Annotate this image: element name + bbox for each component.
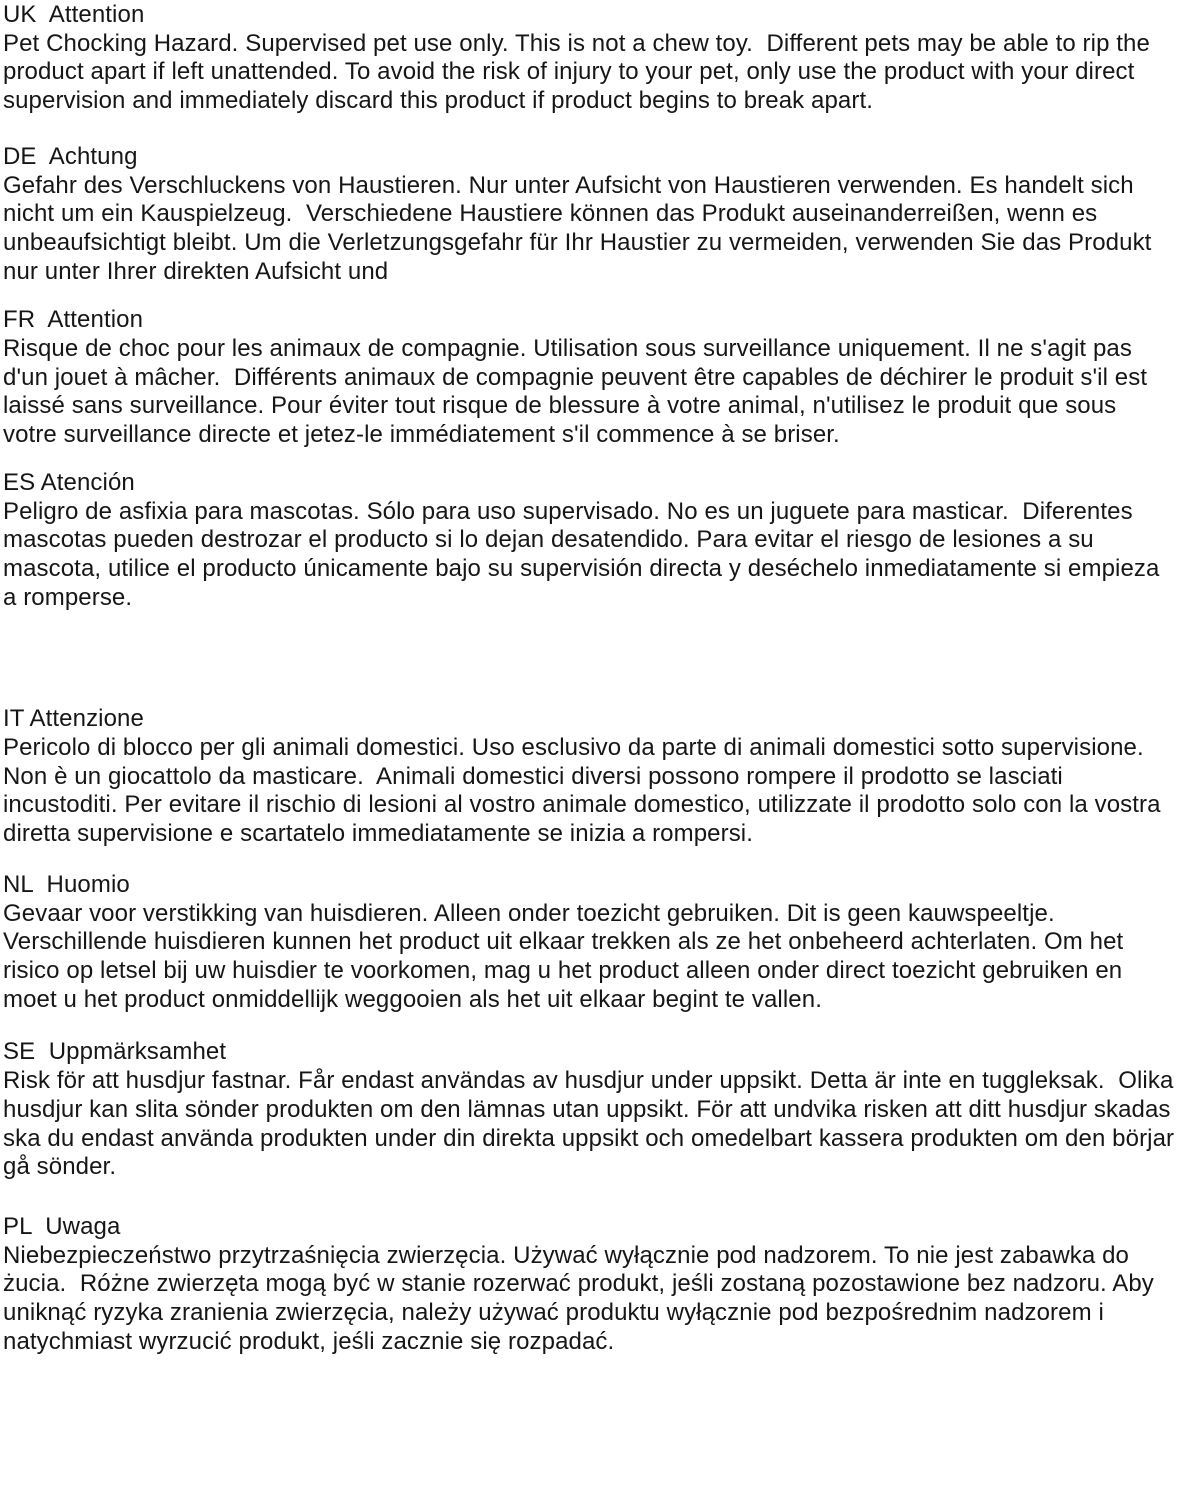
section-heading-se: SE Uppmärksamhet	[3, 1038, 227, 1066]
section-body-nl: Gevaar voor verstikking van huisdieren. Alleen onder toezicht gebruiken. Dit is geen kauwspeeltje. Verschillende huisdieren kunnen het product uit elkaar trekken als ze het onbeheerd achterlaten. Om het risico op letsel bij uw huisdier te voorkomen, mag u het product alleen onder direct toezicht gebruiken en moet u het product onmiddellijk weggooien als het uit elkaar begint te vallen.	[3, 899, 1131, 1013]
warning-section-it	[3, 705, 1175, 849]
section-body-it: Pericolo di blocco per gli animali domestici. Uso esclusivo da parte di animali domestici sotto supervisione. Non è un giocattolo da masticare. Animali domestici diversi possono rompere il prodotto se lasciati incustoditi. Per evitare il rischio di lesioni al vostro animale domestico, utilizzate il prodotto solo con la vostra diretta supervisione e scartatelo immediatamente se inizia a rompersi.	[3, 734, 1168, 848]
section-body-se: Risk för att husdjur fastnar. Får endast användas av husdjur under uppsikt. Detta är inte en tuggleksak. Olika husdjur kan slita sönder produkten om den lämnas utan uppsikt. För att undvika risken att ditt husdjur skadas ska du endast använda produkten under din direkta uppsikt och omedelbart kassera produkten om den börjar gå sönder.	[3, 1067, 1181, 1181]
section-heading-uk: UK Attention	[3, 1, 145, 28]
section-heading-de: DE Achtung	[3, 142, 138, 170]
warning-section-pl	[3, 1213, 1175, 1357]
section-heading-fr: FR Attention	[3, 306, 144, 334]
warning-section-se	[3, 1038, 1181, 1182]
section-body-es: Peligro de asfixia para mascotas. Sólo para uso supervisado. No es un juguete para masticar. Diferentes mascotas pueden destrozar el producto si lo dejan desatendido. Para evitar el riesgo de lesiones a su mascota, utilice el producto únicamente bajo su supervisión directa y deséchelo inmediatamente si empieza a romperse.	[3, 497, 1167, 611]
section-heading-it: IT Attenzione	[3, 705, 144, 733]
warning-section-es	[3, 469, 1175, 613]
warning-section-uk	[3, 1, 1175, 116]
warning-section-fr	[3, 306, 1175, 450]
warning-section-de	[3, 143, 1175, 287]
warning-section-nl	[3, 871, 1175, 1015]
section-body-uk: Pet Chocking Hazard. Supervised pet use only. This is not a chew toy. Different pets may be able to rip the product apart if left unattended. To avoid the risk of injury to your pet, only use the product with your direct supervision and immediately discard this product if product begins to break apart.	[3, 29, 1157, 115]
section-body-de: Gefahr des Verschluckens von Haustieren. Nur unter Aufsicht von Haustieren verwenden. Es handelt sich nicht um ein Kauspielzeug. Verschiedene Haustiere können das Produkt auseinanderreißen, wenn es unbeaufsichtigt bleibt. Um die Verletzungsgefahr für Ihr Haustier zu vermeiden, verwenden Sie das Produkt nur unter Ihrer direkten Aufsicht und	[3, 171, 1159, 285]
section-heading-pl: PL Uwaga	[3, 1212, 121, 1240]
section-heading-nl: NL Huomio	[3, 870, 130, 898]
section-body-pl: Niebezpieczeństwo przytrzaśnięcia zwierzęcia. Używać wyłącznie pod nadzorem. To nie jest zabawka do żucia. Różne zwierzęta mogą być w stanie rozerwać produkt, jeśli zostaną pozostawione bez nadzoru. Aby uniknąć ryzyka zranienia zwierzęcia, należy używać produktu wyłącznie pod bezpośrednim nadzorem i natychmiast wyrzucić produkt, jeśli zacznie się rozpadać.	[3, 1241, 1161, 1355]
section-heading-es: ES Atención	[3, 468, 135, 496]
section-body-fr: Risque de choc pour les animaux de compagnie. Utilisation sous surveillance uniquement. Il ne s'agit pas d'un jouet à mâcher. Différents animaux de compagnie peuvent être capables de déchirer le produit s'il est laissé sans surveillance. Pour éviter tout risque de blessure à votre animal, n'utilisez le produit que sous votre surveillance directe et jetez-le immédiatement s'il commence à se briser.	[3, 335, 1154, 449]
